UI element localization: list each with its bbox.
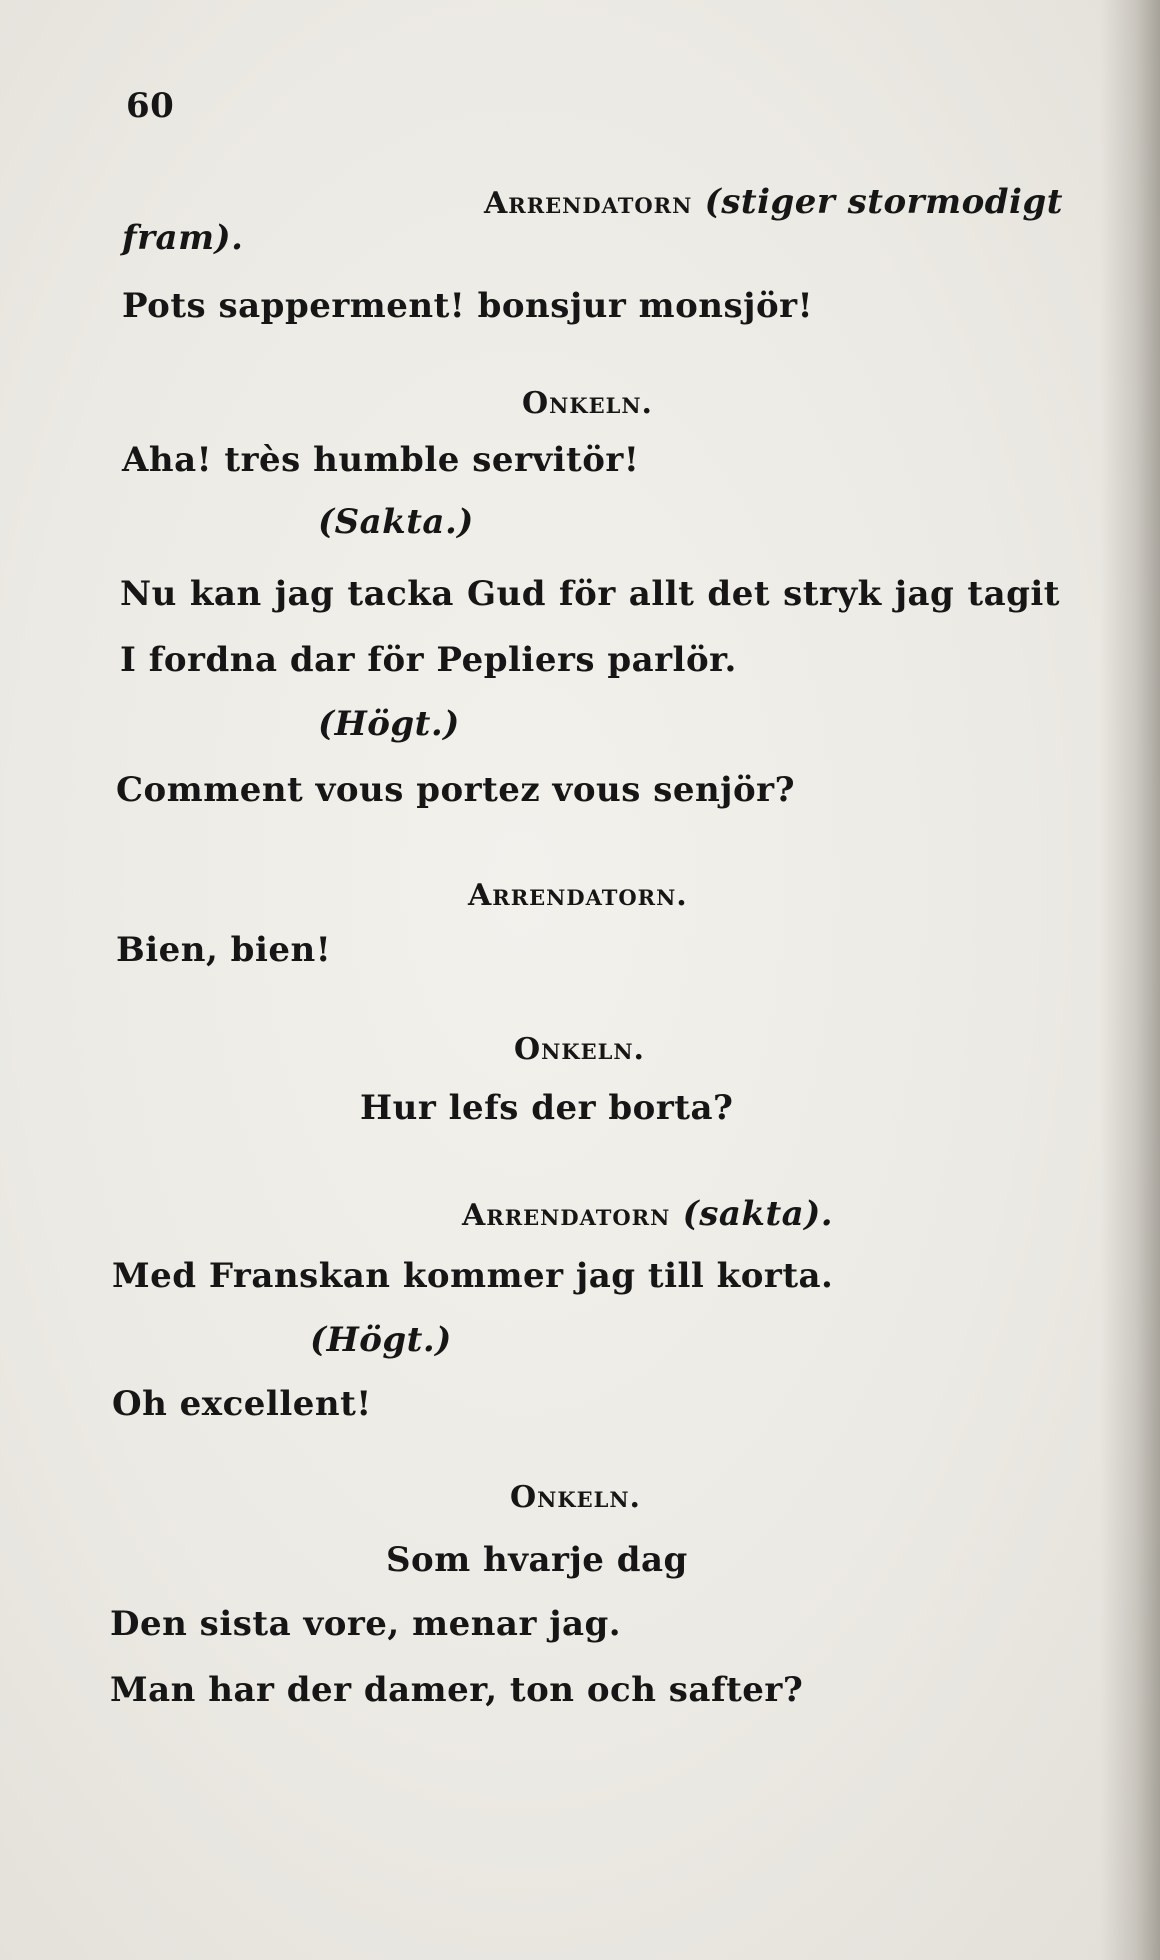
verse-line: Med Franskan kommer jag till korta. — [112, 1256, 834, 1296]
speaker-name: Onkeln. — [514, 1032, 645, 1067]
stage-direction-continuation: fram). — [122, 218, 244, 258]
stage-direction: (Högt.) — [310, 1320, 452, 1360]
verse-line: Comment vous portez vous senjör? — [116, 770, 795, 810]
verse-line: Den sista vore, menar jag. — [110, 1604, 622, 1644]
verse-line: Hur lefs der borta? — [360, 1088, 734, 1128]
speaker-name: Arrendatorn — [484, 186, 693, 221]
verse-line: Nu kan jag tacka Gud för allt det stryk jag tagit — [120, 574, 1060, 614]
stage-direction: (Högt.) — [318, 704, 460, 744]
verse-line: Pots sapperment! bonsjur monsjör! — [122, 286, 813, 326]
speaker-name: Onkeln. — [522, 386, 653, 421]
verse-line: Bien, bien! — [116, 930, 332, 970]
stage-direction-line — [462, 1194, 833, 1236]
verse-line: Aha! très humble servitör! — [122, 440, 640, 480]
speaker-name: Arrendatorn. — [468, 878, 688, 913]
verse-line: Man har der damer, ton och safter? — [110, 1670, 804, 1710]
page-number: 60 — [126, 86, 175, 126]
stage-direction: (sakta). — [682, 1194, 834, 1234]
stage-direction-line — [484, 182, 1063, 224]
stage-direction: (Sakta.) — [318, 502, 474, 542]
verse-line: I fordna dar för Pepliers parlör. — [120, 640, 737, 680]
verse-line: Som hvarje dag — [386, 1540, 688, 1580]
stage-direction: (stiger stormodigt — [704, 182, 1063, 222]
verse-line: Oh excellent! — [112, 1384, 372, 1424]
speaker-name: Arrendatorn — [462, 1198, 671, 1233]
speaker-name: Onkeln. — [510, 1480, 641, 1515]
